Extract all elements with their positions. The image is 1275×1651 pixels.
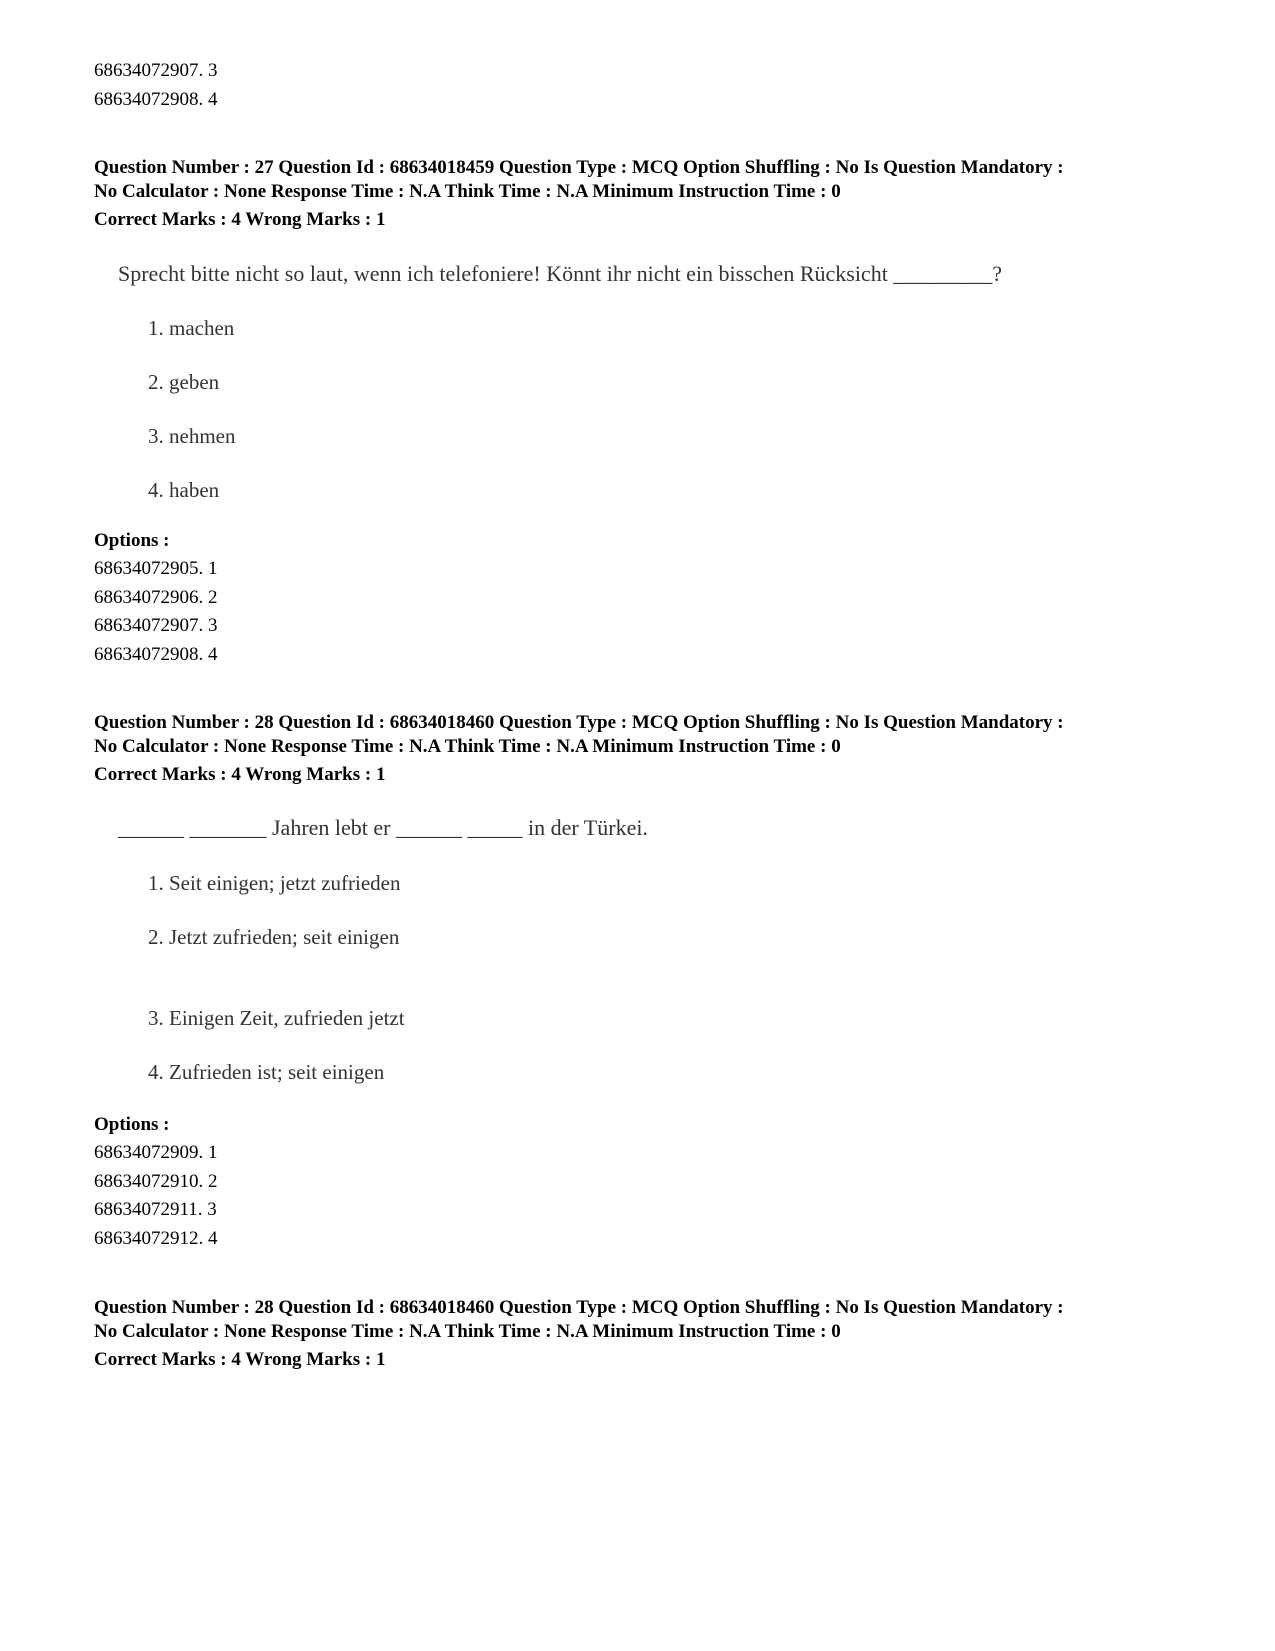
options-label: Options : (94, 530, 170, 551)
options-label: Options : (94, 1114, 170, 1135)
answer-choice: 3. nehmen (148, 424, 236, 448)
option-entry: 68634072911. 3 (94, 1199, 217, 1220)
question-header-line2: No Calculator : None Response Time : N.A Think Time : N.A Minimum Instruction Time : 0 (94, 181, 841, 202)
question-header-line1: Question Number : 27 Question Id : 68634018459 Question Type : MCQ Option Shuffling : No Is Question Mandatory : (94, 157, 1064, 178)
question-header-line1: Question Number : 28 Question Id : 68634018460 Question Type : MCQ Option Shuffling : No Is Question Mandatory : (94, 1297, 1064, 1318)
answer-choice: 3. Einigen Zeit, zufrieden jetzt (148, 1006, 405, 1030)
answer-choice: 1. machen (148, 316, 235, 340)
question-header-line1: Question Number : 28 Question Id : 68634018460 Question Type : MCQ Option Shuffling : No Is Question Mandatory : (94, 712, 1064, 733)
question-text: ______ _______ Jahren lebt er ______ _____ in der Türkei. (118, 815, 648, 840)
question-text: Sprecht bitte nicht so laut, wenn ich telefoniere! Könnt ihr nicht ein bisschen Rücksicht _________? (118, 261, 1003, 286)
answer-choice: 4. Zufrieden ist; seit einigen (148, 1060, 385, 1084)
answer-choice: 4. haben (148, 478, 220, 502)
option-entry: 68634072912. 4 (94, 1228, 218, 1249)
option-entry: 68634072905. 1 (94, 558, 218, 579)
answer-choice: 2. geben (148, 370, 220, 394)
question-marks: Correct Marks : 4 Wrong Marks : 1 (94, 209, 386, 230)
question-header-line2: No Calculator : None Response Time : N.A Think Time : N.A Minimum Instruction Time : 0 (94, 1321, 841, 1342)
option-entry: 68634072906. 2 (94, 587, 218, 608)
answer-choice: 2. Jetzt zufrieden; seit einigen (148, 925, 400, 949)
option-entry: 68634072908. 4 (94, 644, 218, 665)
question-marks: Correct Marks : 4 Wrong Marks : 1 (94, 764, 386, 785)
question-header-line2: No Calculator : None Response Time : N.A Think Time : N.A Minimum Instruction Time : 0 (94, 736, 841, 757)
option-entry: 68634072909. 1 (94, 1142, 218, 1163)
option-entry: 68634072907. 3 (94, 60, 218, 81)
question-marks: Correct Marks : 4 Wrong Marks : 1 (94, 1349, 386, 1370)
option-entry: 68634072908. 4 (94, 89, 218, 110)
option-entry: 68634072907. 3 (94, 615, 218, 636)
answer-choice: 1. Seit einigen; jetzt zufrieden (148, 871, 401, 895)
option-entry: 68634072910. 2 (94, 1171, 218, 1192)
